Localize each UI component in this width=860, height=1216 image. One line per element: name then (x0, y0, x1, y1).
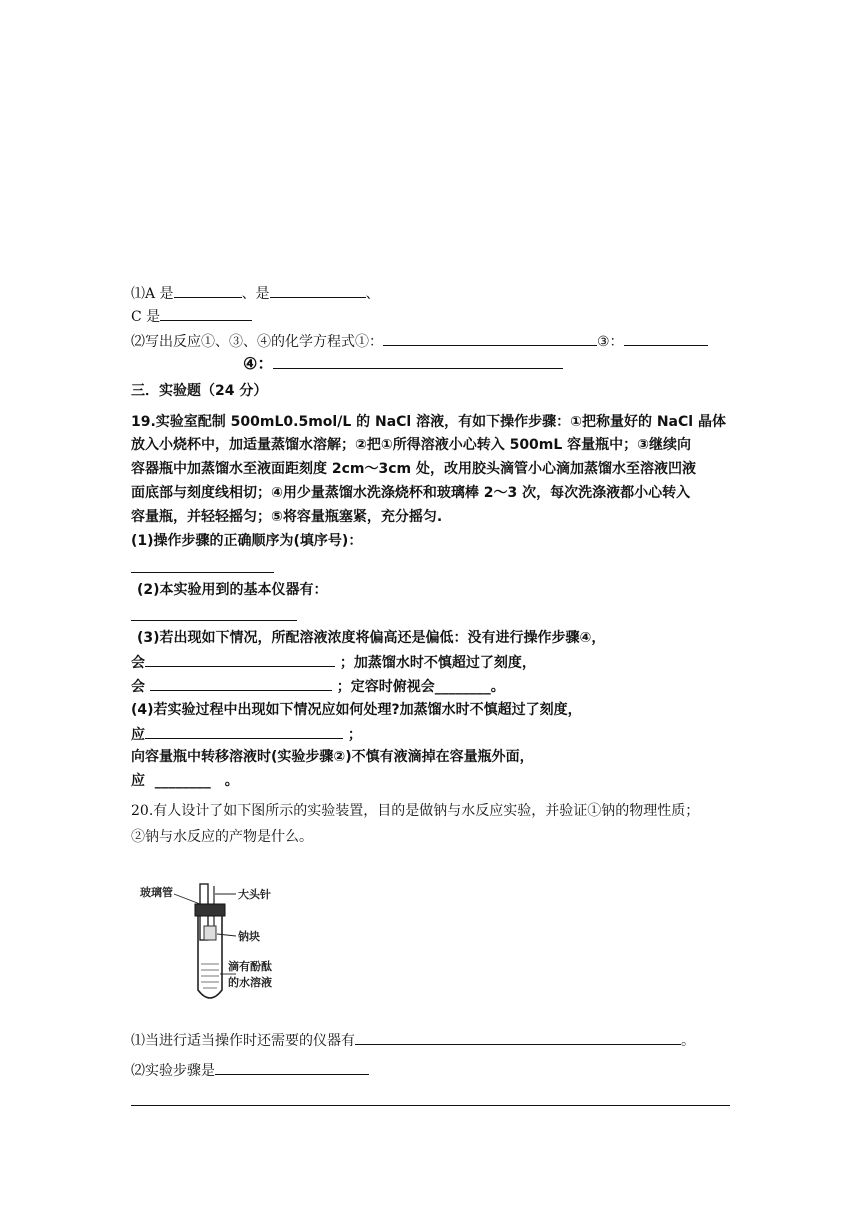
q18-part2: ⑵写出反应①、③、④的化学方程式①： ③： (131, 331, 708, 352)
apparatus-figure (140, 880, 300, 1008)
q19-stem-line-3: 容器瓶中加蒸馏水至液面距刻度 2cm～3cm 处，改用胶头滴管小心滴加蒸馏水至溶液凹液 (131, 461, 697, 477)
q19-sub1: (1)操作步骤的正确顺序为(填序号)： (131, 533, 363, 549)
answer-blank-a[interactable] (174, 283, 242, 298)
q19-sub2: (2)本实验用到的基本仪器有： (137, 582, 328, 598)
q18-part1: ⑴A 是 、是 、 (131, 283, 380, 304)
answer-blank-q19-1[interactable] (131, 572, 274, 573)
answer-blank-q20-2[interactable] (215, 1060, 369, 1075)
answer-blank-q19-2[interactable] (131, 620, 297, 621)
q19-sub4-c: 应 ________ 。 (131, 773, 239, 789)
q19-sub3-b: 会 ；定容时俯视会________。 (131, 676, 505, 697)
answer-blank-eq4[interactable] (273, 354, 563, 369)
q19-stem-line-1: 19.实验室配制 500mL0.5mol/L 的 NaCl 溶液，有如下操作步骤：①把称量好的 NaCl 晶体 (131, 414, 726, 430)
answer-blank-eq3[interactable] (624, 331, 708, 346)
answer-blank-b[interactable] (270, 283, 366, 298)
answer-line-q20-2-continued[interactable] (131, 1105, 730, 1106)
q19-sub3: (3)若出现如下情况，所配溶液浓度将偏高还是偏低：没有进行操作步骤④， (137, 630, 606, 646)
q20-sub1: ⑴当进行适当操作时还需要的仪器有 。 (131, 1030, 695, 1051)
answer-blank-q19-3b[interactable] (150, 676, 332, 691)
answer-blank-q19-4a[interactable] (145, 724, 343, 739)
q19-sub4-b: 向容量瓶中转移溶液时(实验步骤②)不慎有液滴掉在容量瓶外面， (131, 749, 534, 765)
q19-sub4-a: 应 ； (131, 724, 362, 745)
stopper-shape (195, 904, 225, 916)
answer-blank-q19-3a[interactable] (145, 652, 335, 667)
answer-blank-eq1[interactable] (383, 331, 597, 346)
q19-stem-line-4: 面底部与刻度线相切；④用少量蒸馏水洗涤烧杯和玻璃棒 2～3 次，每次洗涤液都小心转入 (131, 485, 691, 501)
q19-sub4: (4)若实验过程中出现如下情况应如何处理?加蒸馏水时不慎超过了刻度， (131, 702, 582, 718)
label-pin: 大头针 (238, 888, 271, 901)
q18-part2-eq4: ④： (243, 354, 563, 374)
answer-blank-q20-1[interactable] (355, 1030, 681, 1045)
answer-blank-c[interactable] (160, 306, 252, 321)
q20-sub2: ⑵实验步骤是 (131, 1060, 369, 1081)
q19-sub3-a: 会 ；加蒸馏水时不慎超过了刻度， (131, 652, 536, 673)
q19-stem-line-5: 容量瓶，并轻轻摇匀；⑤将容量瓶塞紧，充分摇匀. (131, 509, 443, 525)
q19-stem-line-2: 放入小烧杯中，加适量蒸馏水溶解；②把①所得溶液小心转入 500mL 容量瓶中；③继续向 (131, 437, 692, 453)
label-solution-1: 滴有酚酞 (228, 960, 272, 973)
q20-stem-line-2: ②钠与水反应的产物是什么。 (131, 829, 313, 845)
label-glass-tube: 玻璃管 (140, 886, 173, 899)
label-sodium: 钠块 (238, 930, 260, 943)
solution-shape (201, 964, 219, 988)
q18-part1-c: C 是 (131, 306, 252, 327)
sodium-block-shape (204, 926, 216, 940)
section-heading: 三．实验题（24 分） (131, 383, 268, 399)
q20-stem-line-1: 20.有人设计了如下图所示的实验装置，目的是做钠与水反应实验，并验证①钠的物理性质； (131, 803, 700, 819)
label-solution-2: 的水溶液 (228, 976, 272, 989)
